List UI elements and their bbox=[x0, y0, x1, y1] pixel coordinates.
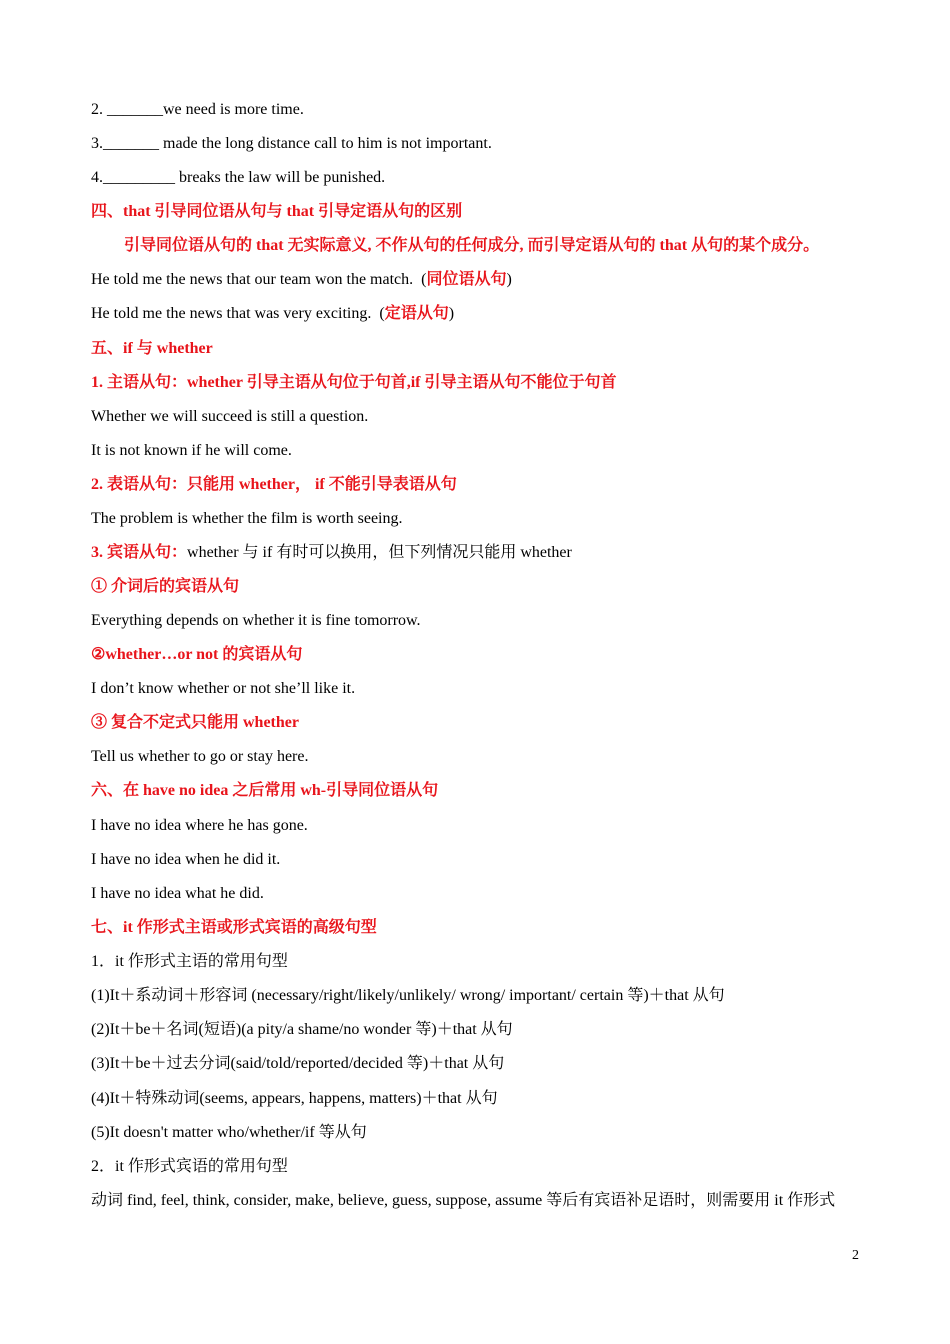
subheading-subject-clause: 1. 主语从句：whether 引导主语从句位于句首,if 引导主语从句不能位于句首 bbox=[91, 374, 617, 391]
example-text: He told me the news that our team won the match. bbox=[91, 271, 414, 288]
example-sentence: Whether we will succeed is still a question. bbox=[91, 408, 369, 425]
example-sentence: The problem is whether the film is worth seeing. bbox=[91, 510, 403, 527]
pattern-item: (4)It＋特殊动词(seems, appears, happens, matters)＋that 从句 bbox=[91, 1090, 498, 1107]
subheading-text: whether 与 if 有时可以换用，但下列情况只能用 whether bbox=[187, 544, 572, 561]
example-sentence: Everything depends on whether it is fine tomorrow. bbox=[91, 612, 421, 629]
pattern-item: (3)It＋be＋过去分词(said/told/reported/decided 等)＋that 从句 bbox=[91, 1055, 505, 1072]
pattern-item: (2)It＋be＋名词(短语)(a pity/a shame/no wonder 等)＋that 从句 bbox=[91, 1021, 513, 1038]
section-4-explanation: 引导同位语从句的 that 无实际意义, 不作从句的任何成分, 而引导定语从句的 that 从句的某个成分。 bbox=[124, 237, 820, 254]
exercise-line-4: 4._________ breaks the law will be punished. bbox=[91, 169, 386, 186]
page-number: 2 bbox=[852, 1248, 859, 1263]
clause-type-label: 同位语从句 bbox=[426, 271, 507, 288]
example-sentence: I have no idea where he has gone. bbox=[91, 817, 308, 834]
example-sentence: It is not known if he will come. bbox=[91, 442, 292, 459]
pattern-subheading: 2．it 作形式宾语的常用句型 bbox=[91, 1158, 288, 1175]
section-heading-5: 五、if 与 whether bbox=[91, 340, 213, 357]
section-heading-4: 四、that 引导同位语从句与 that 引导定语从句的区别 bbox=[91, 203, 463, 220]
section-heading-6: 六、在 have no idea 之后常用 wh-引导同位语从句 bbox=[91, 782, 439, 799]
example-sentence: He told me the news that was very exciting. (定语从句) bbox=[91, 305, 455, 322]
clause-type-label: 定语从句 bbox=[384, 305, 449, 322]
example-sentence: I don’t know whether or not she’ll like it. bbox=[91, 680, 356, 697]
example-sentence: I have no idea when he did it. bbox=[91, 851, 281, 868]
pattern-subheading: 1．it 作形式主语的常用句型 bbox=[91, 953, 288, 970]
exercise-line-2: 2. _______we need is more time. bbox=[91, 101, 304, 118]
pattern-description: 动词 find, feel, think, consider, make, believe, guess, suppose, assume 等后有宾语补足语时，则需要用 it 作形式 bbox=[91, 1192, 836, 1209]
example-sentence: Tell us whether to go or stay here. bbox=[91, 748, 309, 765]
subheading-object-clause bbox=[91, 543, 572, 563]
example-sentence: I have no idea what he did. bbox=[91, 885, 264, 902]
exercise-line-3: 3._______ made the long distance call to him is not important. bbox=[91, 135, 492, 152]
subheading-label: 3. 宾语从句： bbox=[91, 544, 188, 561]
rule-item-2: ②whether…or not 的宾语从句 bbox=[91, 646, 303, 663]
pattern-item: (1)It＋系动词＋形容词 (necessary/right/likely/unlikely/ wrong/ important/ certain 等)＋that 从句 bbox=[91, 987, 725, 1004]
example-text: He told me the news that was very exciting. bbox=[91, 305, 372, 322]
example-sentence: He told me the news that our team won the match. (同位语从句) bbox=[91, 271, 512, 288]
section-heading-7: 七、it 作形式主语或形式宾语的高级句型 bbox=[91, 919, 377, 936]
rule-item-1: ① 介词后的宾语从句 bbox=[91, 578, 240, 595]
subheading-predicative-clause: 2. 表语从句：只能用 whether， if 不能引导表语从句 bbox=[91, 476, 457, 493]
rule-item-3: ③ 复合不定式只能用 whether bbox=[91, 714, 299, 731]
pattern-item: (5)It doesn't matter who/whether/if 等从句 bbox=[91, 1124, 367, 1141]
